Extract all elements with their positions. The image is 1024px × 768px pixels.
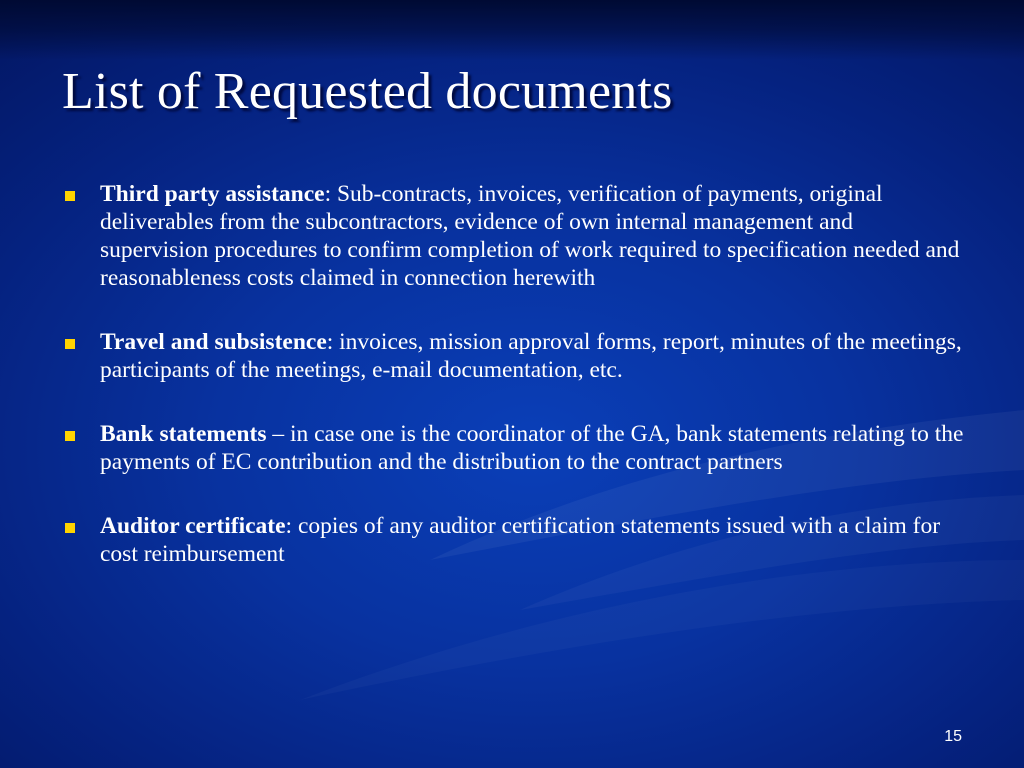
bullet-term: Bank statements — [100, 421, 267, 447]
slide-title: List of Requested documents — [62, 63, 673, 120]
square-bullet-icon — [65, 431, 75, 441]
bullet-separator: : — [324, 181, 332, 207]
bullet-text: in case one is the coordinator of the GA, bank statements relating to the payments of EC contribution and the distribution to the contract partners — [100, 421, 964, 475]
bullet-text: Sub-contracts, invoices, verification of payments, original deliverables from the subcontractors, evidence of own internal management and supervision procedures to confirm completion of work required to specification needed and reasonableness costs claimed in connection herewith — [100, 181, 960, 291]
square-bullet-icon — [65, 191, 75, 201]
page-number: 15 — [944, 728, 962, 745]
bullet-list — [62, 180, 967, 604]
bullet-separator: – — [266, 421, 285, 447]
square-bullet-icon — [65, 523, 75, 533]
bullet-item-travel-and-subsistence — [62, 328, 967, 384]
bullet-term: Auditor certificate — [100, 513, 286, 539]
bullet-text: invoices, mission approval forms, report, minutes of the meetings, participants of the meetings, e-mail documentation, etc. — [100, 329, 962, 383]
bullet-separator: : — [326, 329, 334, 355]
bullet-text: copies of any auditor certification statements issued with a claim for cost reimbursement — [100, 513, 941, 567]
bullet-item-third-party-assistance — [62, 180, 967, 292]
bullet-term: Third party assistance — [100, 181, 325, 207]
bullet-term: Travel and subsistence — [100, 329, 327, 355]
bullet-separator: : — [285, 513, 293, 539]
bullet-item-bank-statements — [62, 420, 967, 476]
square-bullet-icon — [65, 339, 75, 349]
bullet-item-auditor-certificate — [62, 512, 967, 568]
